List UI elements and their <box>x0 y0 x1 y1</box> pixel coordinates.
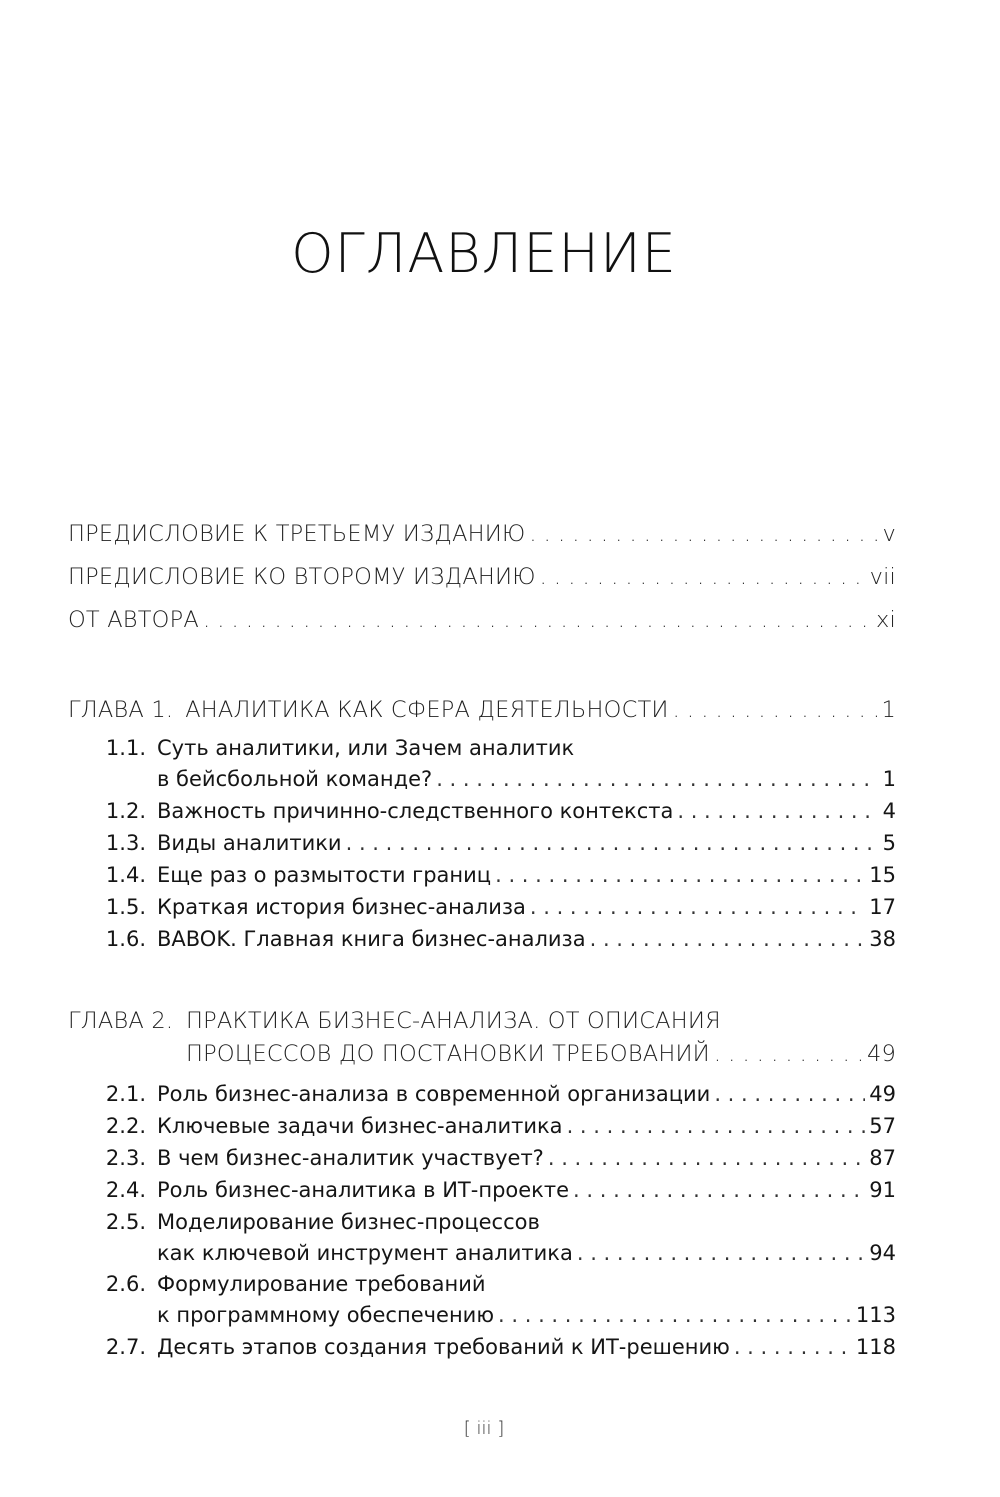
leader-dots <box>346 831 879 855</box>
leader-dots <box>567 1114 866 1138</box>
leader-dots <box>734 1335 852 1359</box>
toc-front-label: ОТ АВТОРА <box>68 607 199 633</box>
toc-page-number: 15 <box>869 863 896 887</box>
toc-page-number: 87 <box>869 1146 896 1170</box>
section-title-line: Суть аналитики, или Зачем аналитик <box>157 736 575 760</box>
section-title-line: в бейсбольной команде? <box>157 767 433 791</box>
section-number: 1.3. <box>105 831 146 855</box>
toc-page-number: 113 <box>855 1303 896 1327</box>
leader-dots <box>573 1178 865 1202</box>
section-title-line: Роль бизнес-аналитика в ИТ-проекте <box>157 1178 570 1202</box>
toc-page-number: 1 <box>882 767 896 791</box>
section-number: 1.1. <box>105 736 146 760</box>
toc-page-number: 5 <box>882 831 896 855</box>
toc-front-label: ПРЕДИСЛОВИЕ КО ВТОРОМУ ИЗДАНИЮ <box>68 564 536 590</box>
leader-dots <box>677 799 878 823</box>
chapter-title: ПРОЦЕССОВ ДО ПОСТАНОВКИ ТРЕБОВАНИЙ <box>186 1041 710 1067</box>
leader-dots <box>577 1241 865 1265</box>
chapter-title: АНАЛИТИКА КАК СФЕРА ДЕЯТЕЛЬНОСТИ <box>185 697 669 723</box>
section-title-line: Краткая история бизнес-анализа <box>157 895 526 919</box>
section-title-line: как ключевой инструмент аналитика <box>157 1241 573 1265</box>
section-title-line: Роль бизнес-анализа в современной организации <box>157 1082 711 1106</box>
toc-page-number: 49 <box>866 1041 896 1067</box>
section-number: 2.3. <box>105 1146 146 1170</box>
toc-page-number: 38 <box>869 927 896 951</box>
section-title-line: Моделирование бизнес-процессов <box>157 1210 540 1234</box>
leader-dots <box>436 767 878 791</box>
leader-dots <box>714 1041 863 1067</box>
leader-dots <box>714 1082 865 1106</box>
toc-front-item[interactable] <box>68 607 896 633</box>
section-title-line: Еще раз о размытости границ <box>157 863 492 887</box>
leader-dots <box>498 1303 852 1327</box>
toc-front-item[interactable] <box>68 564 896 590</box>
section-title-line: В чем бизнес-аналитик участвует? <box>157 1146 544 1170</box>
toc-front-label: ПРЕДИСЛОВИЕ К ТРЕТЬЕМУ ИЗДАНИЮ <box>68 521 526 547</box>
chapter-label: ГЛАВА 1. <box>68 697 174 723</box>
leader-dots <box>590 927 866 951</box>
section-number: 2.4. <box>105 1178 146 1202</box>
section-title-line: Формулирование требований <box>157 1272 486 1296</box>
section-number: 1.2. <box>105 799 146 823</box>
toc-page-number: 57 <box>869 1114 896 1138</box>
toc-page-number: 4 <box>882 799 896 823</box>
section-title-line: Ключевые задачи бизнес-аналитика <box>157 1114 563 1138</box>
leader-dots <box>495 863 865 887</box>
section-number: 2.7. <box>105 1335 146 1359</box>
section-number: 1.4. <box>105 863 146 887</box>
toc-page-number: xi <box>876 607 896 633</box>
section-number: 2.6. <box>105 1272 146 1296</box>
leader-dots <box>548 1146 865 1170</box>
toc-page-number: 94 <box>869 1241 896 1265</box>
chapter-label: ГЛАВА 2. <box>68 1008 174 1034</box>
toc-page-number: 49 <box>869 1082 896 1106</box>
section-title-line: BABOK. Главная книга бизнес-анализа <box>157 927 586 951</box>
toc-page-number: v <box>882 521 896 547</box>
leader-dots <box>673 697 878 723</box>
section-title-line: к программному обеспечению <box>157 1303 495 1327</box>
leader-dots <box>540 564 866 590</box>
toc-page-number: 118 <box>855 1335 896 1359</box>
page-footer-number: [ iii ] <box>463 1418 505 1439</box>
toc-chapter-heading[interactable] <box>68 697 896 723</box>
section-title-line: Важность причинно-следственного контекста <box>157 799 674 823</box>
section-number: 1.6. <box>105 927 146 951</box>
toc-page-number: 1 <box>881 697 896 723</box>
section-number: 1.5. <box>105 895 146 919</box>
toc-front-item[interactable] <box>68 521 896 547</box>
leader-dots <box>529 521 878 547</box>
toc-page-number: 91 <box>869 1178 896 1202</box>
section-number: 2.1. <box>105 1082 146 1106</box>
section-number: 2.5. <box>105 1210 146 1234</box>
section-title-line: Виды аналитики <box>157 831 342 855</box>
chapter-title: ПРАКТИКА БИЗНЕС-АНАЛИЗА. ОТ ОПИСАНИЯ <box>186 1008 721 1034</box>
leader-dots <box>530 895 865 919</box>
toc-page-number: 17 <box>869 895 896 919</box>
section-number: 2.2. <box>105 1114 146 1138</box>
leader-dots <box>203 607 872 633</box>
toc-page-number: vii <box>869 564 896 590</box>
section-title-line: Десять этапов создания требований к ИТ-решению <box>157 1335 730 1359</box>
page-title: ОГЛАВЛЕНИЕ <box>291 222 677 285</box>
